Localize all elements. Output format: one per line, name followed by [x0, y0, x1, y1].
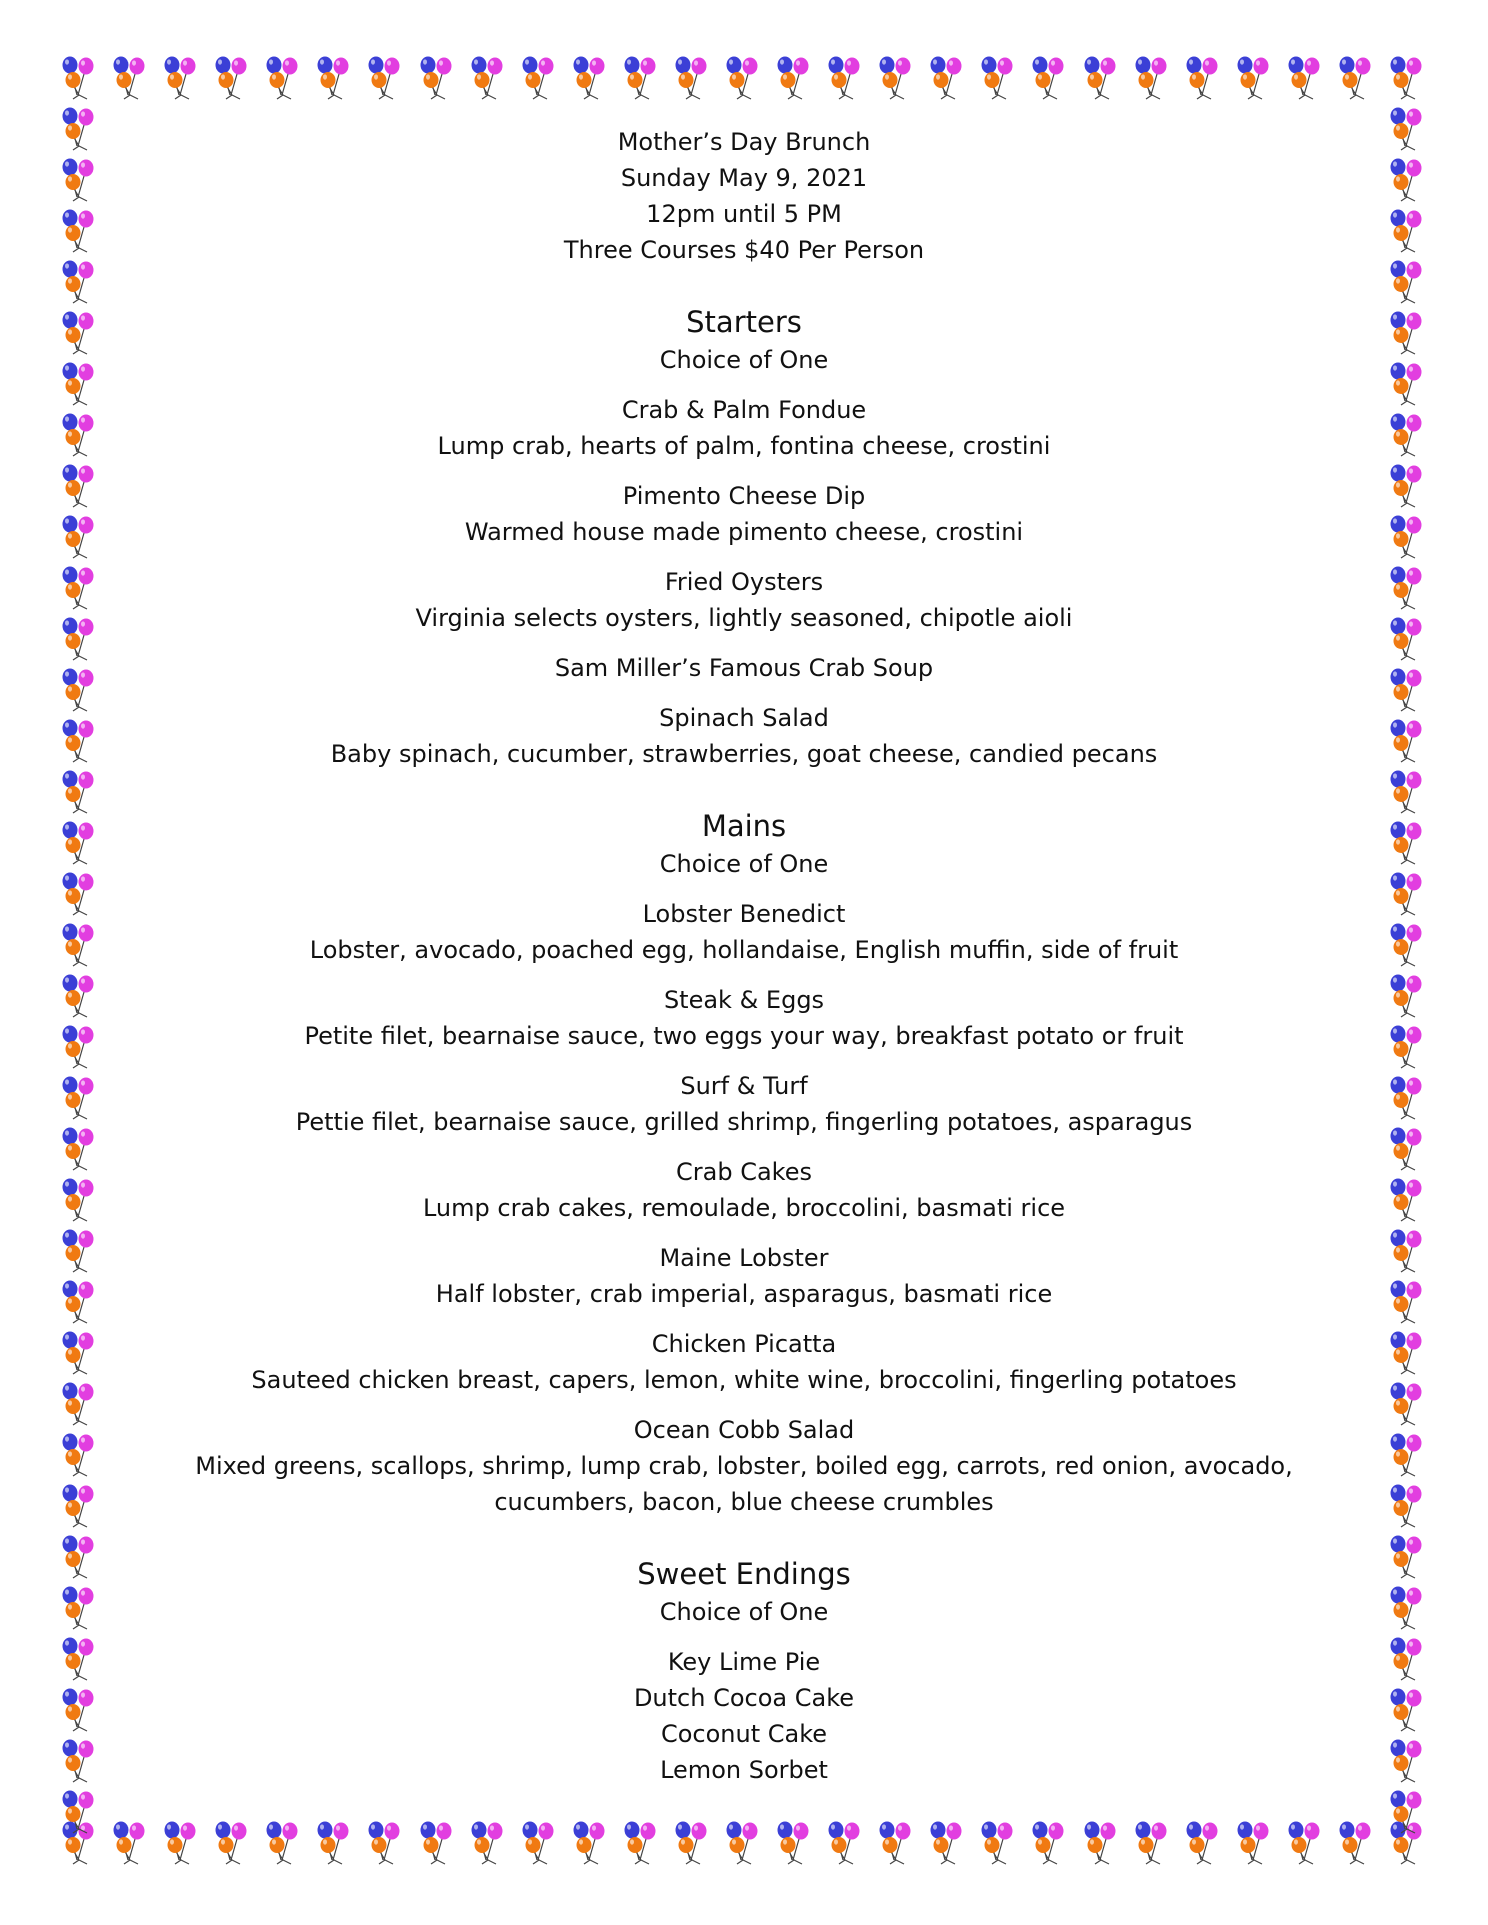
item-description: Virginia selects oysters, lightly seasoned, chipotle aioli: [415, 604, 1073, 632]
balloon-cluster-icon: [1385, 259, 1431, 305]
balloon-cluster-icon: [57, 106, 103, 152]
balloon-cluster-icon: [57, 1330, 103, 1376]
balloon-cluster-icon: [57, 1432, 103, 1478]
balloon-cluster-icon: [108, 55, 154, 101]
balloon-cluster-icon: [1181, 1820, 1227, 1866]
section-title: Mains: [701, 809, 787, 843]
item-name: Crab Cakes: [676, 1158, 812, 1186]
balloon-cluster-icon: [261, 55, 307, 101]
balloon-cluster-icon: [57, 1738, 103, 1784]
item-name: Ocean Cobb Salad: [633, 1416, 855, 1444]
balloon-cluster-icon: [1232, 55, 1278, 101]
balloon-cluster-icon: [57, 871, 103, 917]
balloon-cluster-icon: [874, 1820, 920, 1866]
item-name: Steak & Eggs: [663, 986, 825, 1014]
balloon-cluster-icon: [312, 1820, 358, 1866]
balloon-cluster-icon: [1385, 1330, 1431, 1376]
balloon-cluster-icon: [1385, 922, 1431, 968]
item-description: Pettie filet, bearnaise sauce, grilled shrimp, fingerling potatoes, asparagus: [295, 1108, 1193, 1136]
balloon-cluster-icon: [1283, 55, 1329, 101]
balloon-cluster-icon: [57, 55, 103, 101]
balloon-cluster-icon: [1385, 1534, 1431, 1580]
menu-item: [150, 564, 1338, 636]
item-description-continued: cucumbers, bacon, blue cheese crumbles: [494, 1488, 994, 1516]
balloon-cluster-icon: [57, 1534, 103, 1580]
balloon-cluster-icon: [1385, 55, 1431, 101]
balloon-cluster-icon: [1232, 1820, 1278, 1866]
section-title: Starters: [686, 305, 802, 339]
menu-item: [150, 1240, 1338, 1312]
balloon-cluster-icon: [57, 1024, 103, 1070]
item-description: Lobster, avocado, poached egg, hollandaise, English muffin, side of fruit: [309, 936, 1179, 964]
balloon-cluster-icon: [1385, 208, 1431, 254]
balloon-cluster-icon: [159, 1820, 205, 1866]
balloon-cluster-icon: [57, 1177, 103, 1223]
balloon-cluster-icon: [1385, 361, 1431, 407]
balloon-cluster-icon: [772, 1820, 818, 1866]
balloon-cluster-icon: [57, 463, 103, 509]
balloon-cluster-icon: [517, 1820, 563, 1866]
balloon-cluster-icon: [874, 55, 920, 101]
menu: [150, 124, 1338, 1788]
item-name: Maine Lobster: [659, 1244, 829, 1272]
balloon-cluster-icon: [1385, 1126, 1431, 1172]
mains-section: [150, 806, 1338, 1520]
balloon-cluster-icon: [57, 1126, 103, 1172]
menu-item: [150, 1326, 1338, 1398]
balloon-cluster-icon: [57, 157, 103, 203]
balloon-cluster-icon: [619, 1820, 665, 1866]
balloon-cluster-icon: [312, 55, 358, 101]
balloon-cluster-icon: [823, 1820, 869, 1866]
balloon-cluster-icon: [57, 565, 103, 611]
menu-item: [150, 650, 1338, 686]
item-name: Lobster Benedict: [642, 900, 846, 928]
balloon-cluster-icon: [57, 310, 103, 356]
menu-item: [150, 1412, 1338, 1520]
balloon-cluster-icon: [517, 55, 563, 101]
balloon-cluster-icon: [1385, 310, 1431, 356]
section-choice: Choice of One: [659, 346, 829, 374]
balloon-cluster-icon: [57, 973, 103, 1019]
item-name: Spinach Salad: [659, 704, 829, 732]
balloon-cluster-icon: [925, 1820, 971, 1866]
menu-header: [150, 124, 1338, 268]
balloon-cluster-icon: [976, 55, 1022, 101]
balloon-cluster-icon: [1385, 1228, 1431, 1274]
balloon-cluster-icon: [1385, 157, 1431, 203]
menu-item: [150, 700, 1338, 772]
balloon-cluster-icon: [57, 1585, 103, 1631]
balloon-cluster-icon: [1385, 871, 1431, 917]
menu-item: [150, 896, 1338, 968]
balloon-cluster-icon: [1385, 1585, 1431, 1631]
balloon-cluster-icon: [1334, 1820, 1380, 1866]
menu-item: [150, 982, 1338, 1054]
balloon-cluster-icon: [210, 55, 256, 101]
balloon-cluster-icon: [57, 412, 103, 458]
balloon-cluster-icon: [1385, 106, 1431, 152]
balloon-cluster-icon: [57, 259, 103, 305]
dessert-item: Dutch Cocoa Cake: [633, 1684, 855, 1712]
balloon-cluster-icon: [1079, 1820, 1125, 1866]
balloon-cluster-icon: [57, 718, 103, 764]
balloon-cluster-icon: [1385, 1687, 1431, 1733]
balloon-cluster-icon: [57, 208, 103, 254]
event-price: Three Courses $40 Per Person: [563, 236, 925, 264]
balloon-cluster-icon: [1385, 973, 1431, 1019]
sweet-endings-section: [150, 1554, 1338, 1788]
balloon-cluster-icon: [57, 1687, 103, 1733]
balloon-cluster-icon: [1385, 1177, 1431, 1223]
balloon-cluster-icon: [415, 55, 461, 101]
balloon-cluster-icon: [363, 55, 409, 101]
balloon-cluster-icon: [1385, 1636, 1431, 1682]
balloon-cluster-icon: [1027, 1820, 1073, 1866]
balloon-cluster-icon: [415, 1820, 461, 1866]
balloon-cluster-icon: [1385, 1432, 1431, 1478]
balloon-cluster-icon: [925, 55, 971, 101]
item-name: Pimento Cheese Dip: [622, 482, 866, 510]
balloon-cluster-icon: [1181, 55, 1227, 101]
balloon-cluster-icon: [721, 55, 767, 101]
balloon-cluster-icon: [57, 1483, 103, 1529]
starters-section: [150, 302, 1338, 772]
event-title: Mother’s Day Brunch: [617, 128, 871, 156]
item-description: Petite filet, bearnaise sauce, two eggs your way, breakfast potato or fruit: [304, 1022, 1184, 1050]
balloon-cluster-icon: [57, 1381, 103, 1427]
event-time: 12pm until 5 PM: [646, 200, 842, 228]
balloon-cluster-icon: [108, 1820, 154, 1866]
balloon-cluster-icon: [1385, 769, 1431, 815]
balloon-cluster-icon: [57, 616, 103, 662]
balloon-cluster-icon: [823, 55, 869, 101]
balloon-cluster-icon: [772, 55, 818, 101]
balloon-cluster-icon: [210, 1820, 256, 1866]
dessert-item: Coconut Cake: [660, 1720, 828, 1748]
item-description: Lump crab, hearts of palm, fontina cheese, crostini: [437, 432, 1051, 460]
balloon-cluster-icon: [1385, 1789, 1431, 1835]
item-description: Lump crab cakes, remoulade, broccolini, basmati rice: [422, 1194, 1066, 1222]
event-date: Sunday May 9, 2021: [620, 164, 868, 192]
balloon-cluster-icon: [1385, 514, 1431, 560]
balloon-cluster-icon: [1385, 616, 1431, 662]
balloon-cluster-icon: [1385, 718, 1431, 764]
balloon-cluster-icon: [57, 1789, 103, 1835]
balloon-cluster-icon: [57, 1636, 103, 1682]
balloon-cluster-icon: [57, 1075, 103, 1121]
balloon-cluster-icon: [261, 1820, 307, 1866]
balloon-cluster-icon: [568, 1820, 614, 1866]
balloon-cluster-icon: [57, 769, 103, 815]
balloon-cluster-icon: [1079, 55, 1125, 101]
balloon-cluster-icon: [1027, 55, 1073, 101]
balloon-cluster-icon: [1385, 1483, 1431, 1529]
balloon-cluster-icon: [159, 55, 205, 101]
balloon-cluster-icon: [57, 1228, 103, 1274]
balloon-cluster-icon: [363, 1820, 409, 1866]
balloon-cluster-icon: [670, 55, 716, 101]
section-choice: Choice of One: [659, 850, 829, 878]
menu-item: [150, 1068, 1338, 1140]
balloon-cluster-icon: [57, 922, 103, 968]
balloon-cluster-icon: [1130, 1820, 1176, 1866]
balloon-cluster-icon: [57, 514, 103, 560]
item-name: Fried Oysters: [664, 568, 824, 596]
balloon-cluster-icon: [1385, 667, 1431, 713]
item-name: Chicken Picatta: [651, 1330, 837, 1358]
item-name: Sam Miller’s Famous Crab Soup: [554, 654, 934, 682]
item-description: Half lobster, crab imperial, asparagus, basmati rice: [435, 1280, 1053, 1308]
dessert-item: Key Lime Pie: [667, 1648, 821, 1676]
item-name: Crab & Palm Fondue: [621, 396, 867, 424]
balloon-cluster-icon: [1385, 1024, 1431, 1070]
item-name: Surf & Turf: [680, 1072, 808, 1100]
balloon-cluster-icon: [1334, 55, 1380, 101]
section-title: Sweet Endings: [637, 1557, 851, 1591]
item-description: Sauteed chicken breast, capers, lemon, white wine, broccolini, fingerling potatoes: [251, 1366, 1237, 1394]
item-description: Warmed house made pimento cheese, crostini: [464, 518, 1024, 546]
balloon-cluster-icon: [1385, 565, 1431, 611]
balloon-cluster-icon: [670, 1820, 716, 1866]
balloon-cluster-icon: [1385, 1381, 1431, 1427]
balloon-cluster-icon: [721, 1820, 767, 1866]
balloon-cluster-icon: [619, 55, 665, 101]
balloon-cluster-icon: [57, 820, 103, 866]
balloon-cluster-icon: [1385, 412, 1431, 458]
item-description: Mixed greens, scallops, shrimp, lump crab, lobster, boiled egg, carrots, red onion, avocado,: [195, 1452, 1293, 1480]
balloon-cluster-icon: [1283, 1820, 1329, 1866]
balloon-cluster-icon: [57, 1279, 103, 1325]
menu-item: [150, 1154, 1338, 1226]
balloon-cluster-icon: [57, 667, 103, 713]
balloon-cluster-icon: [568, 55, 614, 101]
menu-item: [150, 392, 1338, 464]
item-description: Baby spinach, cucumber, strawberries, goat cheese, candied pecans: [330, 740, 1158, 768]
balloon-cluster-icon: [1130, 55, 1176, 101]
balloon-cluster-icon: [57, 361, 103, 407]
balloon-cluster-icon: [1385, 1738, 1431, 1784]
dessert-item: Lemon Sorbet: [660, 1756, 828, 1784]
section-choice: Choice of One: [659, 1598, 829, 1626]
balloon-cluster-icon: [1385, 1279, 1431, 1325]
balloon-cluster-icon: [1385, 820, 1431, 866]
balloon-cluster-icon: [466, 55, 512, 101]
menu-item: [150, 478, 1338, 550]
balloon-cluster-icon: [466, 1820, 512, 1866]
balloon-cluster-icon: [1385, 1075, 1431, 1121]
balloon-cluster-icon: [1385, 463, 1431, 509]
balloon-cluster-icon: [976, 1820, 1022, 1866]
